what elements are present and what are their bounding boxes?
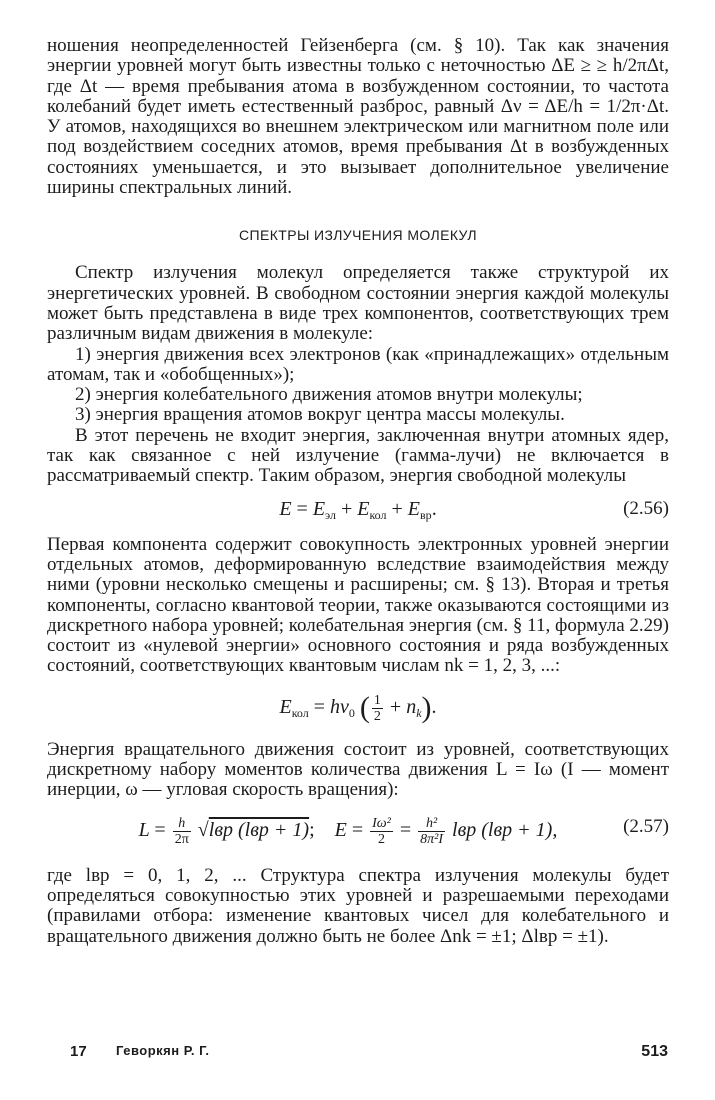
page-body <box>47 36 669 947</box>
list-item: 2) энергия колебательного движения атомов внутри молекулы; <box>75 384 583 406</box>
fraction <box>372 693 383 724</box>
fraction-denominator: 2 <box>373 708 381 724</box>
list-item: 3) энергия вращения атомов вокруг центра массы молекулы. <box>75 404 565 426</box>
eq-symbol: E <box>279 695 292 718</box>
equation-2-56-expression <box>47 498 669 523</box>
eq-symbol: + <box>340 497 353 520</box>
eq-symbol: E <box>279 497 292 520</box>
eq-symbol: lвр (lвр + 1), <box>452 818 558 841</box>
eq-symbol: hν <box>330 695 349 718</box>
paragraph-nuclear: В этот перечень не входит энергия, заключенная внутри атомных ядер, так как связанное с ней излучение (гамма-лучи) не включается в рассматриваемый спектр. Таким образом, энергия свободной молекулы <box>47 424 669 487</box>
eq-subscript: эл <box>325 507 336 522</box>
fraction-numerator: h <box>173 816 191 832</box>
paragraph-rotational: Энергия вращательного движения состоит из уровней, соответствующих дискретному набору моментов количества движения L = Iω (I — момент инерции, ω — угловая скорость вращения): <box>47 738 669 801</box>
paragraph-components: Первая компонента содержит совокупность электронных уровней энергии отдельных атомов, деформированную вследствие взаимодействия между ними (уровни несколько смещены и расширены; см. § 13). Вторая и третья компоненты, согласно квантовой теории, также оказываются состоящими из дискретного набора уровней; колебательная энергия (см. § 11, формула 2.29) состоит из «нулевой энергии» основного состояния и ряда возбужденных состояний, соответствующих квантовым числам nk = 1, 2, 3, ...: <box>47 533 669 677</box>
eq-symbol: E <box>357 497 370 520</box>
fraction-numerator: Iω² <box>372 815 391 831</box>
equation-2-57-expression <box>27 816 669 847</box>
paragraph-intro: Спектр излучения молекул определяется также структурой их энергетических уровней. В свободном состоянии энергия каждой молекулы может быть представлена в виде трех компонентов, соответствующих трем различным видам движения в молекуле: <box>47 262 669 345</box>
author-name: Геворкян Р. Г. <box>116 1043 210 1058</box>
eq-symbol: + <box>391 497 403 520</box>
paragraph-selection-rules: где lвр = 0, 1, 2, ... Структура спектра излучения молекулы будет определяться совокупностью этих уровней и разрешаемыми переходами (правилами отбора: изменение квантовых чисел для колебательного и вращательного движения должно быть не более Δnk = ±1; Δlвр = ±1). <box>47 864 669 947</box>
equation-2-57 <box>47 807 669 863</box>
eq-symbol: n <box>406 695 417 718</box>
energy-components-list <box>47 345 669 426</box>
fraction-denominator: 2 <box>378 831 385 847</box>
fraction-denominator: 2π <box>174 831 189 847</box>
fraction <box>418 816 445 847</box>
eq-paren: ) <box>421 690 432 724</box>
eq-symbol: E <box>407 497 421 520</box>
eq-symbol: E <box>334 818 347 841</box>
page-number: 513 <box>641 1043 668 1060</box>
eq-radical-sign: √ <box>197 818 209 841</box>
eq-symbol: . <box>431 695 437 718</box>
fraction-denominator: 8π²I <box>420 831 444 847</box>
eq-paren: ( <box>359 690 370 724</box>
fraction <box>370 816 393 847</box>
list-item: 1) энергия движения всех электронов (как «принадлежащих» отдельным атомам, так и «обобщенных»); <box>47 343 669 385</box>
section-title: СПЕКТРЫ ИЗЛУЧЕНИЯ МОЛЕКУЛ <box>239 227 477 244</box>
paragraph-continuation: ношения неопределенностей Гейзенберга (см. § 10). Так как значения энергии уровней могут быть известны только с неточностью ΔE ≥ ≥ h/2πΔt, где Δt — время пребывания атома в возбужденном состоянии, то частота колебаний будет иметь естественный разброс, равный Δν = ΔE/h = 1/2π·Δt. У атомов, находящихся во внешнем электрическом или магнитном поле или под воздействием соседних атомов, время пребывания Δt в возбужденных состояниях уменьшается, и это вызывает дополнительное увеличение ширины спектральных линий. <box>47 35 669 199</box>
eq-symbol: ; <box>309 818 315 841</box>
eq-radicand: lвр (lвр + 1) <box>208 818 310 841</box>
eq-subscript: кол <box>291 705 309 720</box>
eq-symbol: E <box>312 497 326 520</box>
eq-subscript: 0 <box>348 705 355 720</box>
fraction-numerator: h² <box>418 816 445 832</box>
equation-2-56 <box>47 492 669 532</box>
eq-symbol: = <box>154 818 166 841</box>
equation-vibrational <box>47 683 669 737</box>
fraction-numerator: 1 <box>373 692 381 708</box>
eq-symbol: + <box>389 695 402 718</box>
eq-subscript: кол <box>369 507 387 522</box>
eq-symbol: = <box>313 695 326 718</box>
equation-number: (2.56) <box>623 497 669 519</box>
eq-symbol: = <box>399 818 412 841</box>
eq-symbol: L <box>138 818 150 841</box>
eq-subscript: вр <box>420 507 432 522</box>
eq-subscript: k <box>416 705 422 720</box>
fraction <box>173 816 191 847</box>
signature-mark: 17 <box>70 1043 87 1060</box>
eq-symbol: = <box>351 818 364 841</box>
eq-symbol: = <box>296 497 308 520</box>
equation-number: (2.57) <box>623 815 669 837</box>
equation-vibrational-expression <box>47 691 669 725</box>
eq-symbol: . <box>431 497 437 520</box>
